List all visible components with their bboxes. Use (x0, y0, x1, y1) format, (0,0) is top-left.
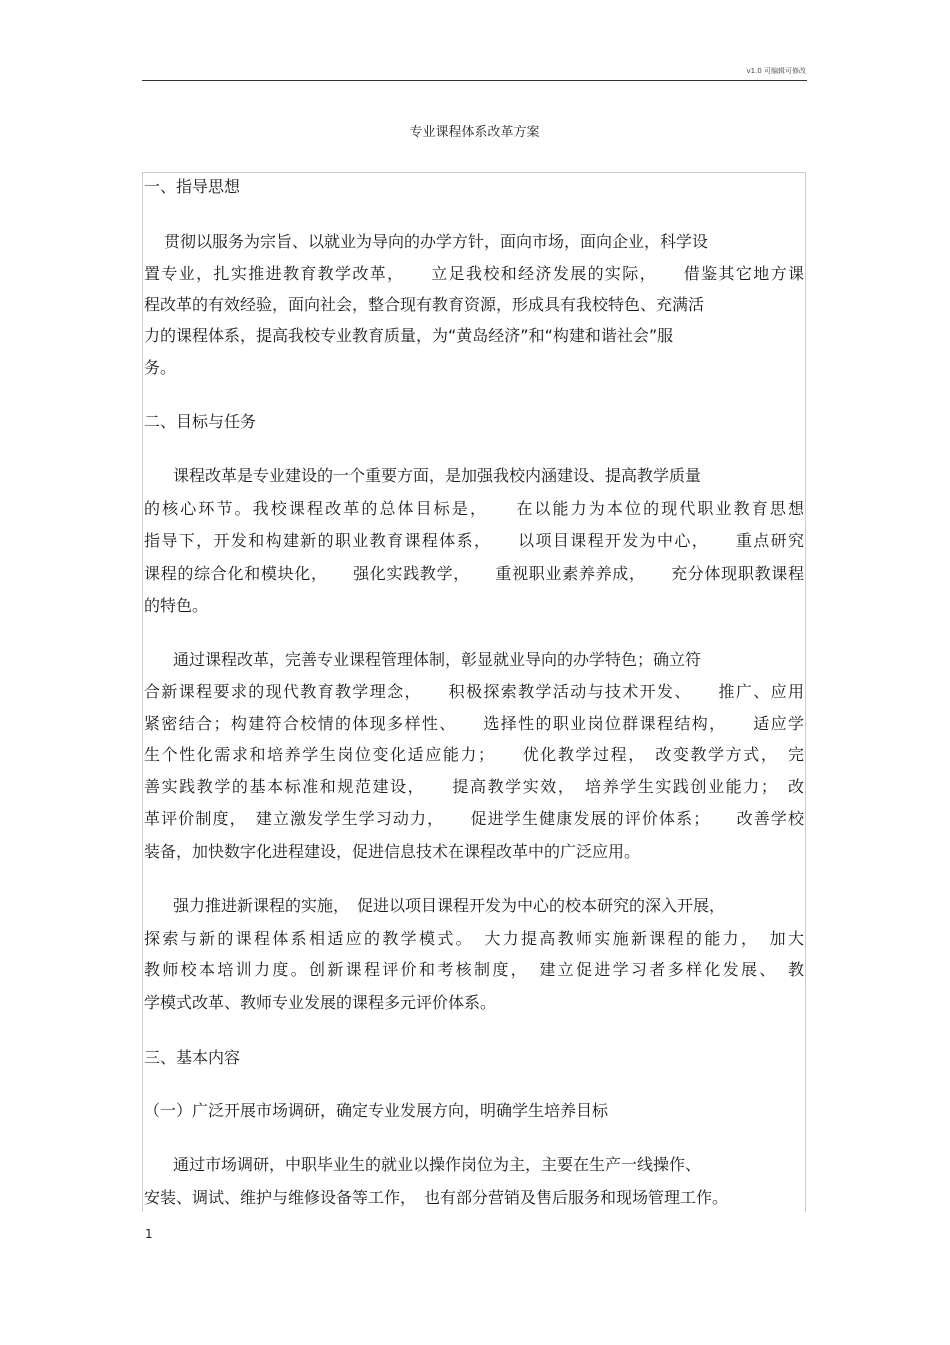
section-3-heading: 三、基本内容 (144, 1048, 241, 1067)
paragraph-line: 革评价制度， 建立激发学生学习动力， 促进学生健康发展的评价体系； 改善学校 (144, 809, 804, 828)
paragraph-line: 程改革的有效经验，面向社会，整合现有教育资源，形成具有我校特色、充满活 (144, 295, 705, 314)
paragraph-line: 通过市场调研，中职毕业生的就业以操作岗位为主，主要在生产一线操作、 (173, 1155, 702, 1174)
paragraph-line: 贯彻以服务为宗旨、以就业为导向的办学方针，面向市场，面向企业，科学设 (164, 232, 709, 251)
subsection-heading: （一）广泛开展市场调研，确定专业发展方向，明确学生培养目标 (144, 1101, 609, 1120)
section-1-heading: 一、指导思想 (144, 177, 241, 196)
paragraph-line: 的特色。 (144, 596, 209, 615)
paragraph-line: 置专业，扎实推进教育教学改革， 立足我校和经济发展的实际， 借鉴其它地方课 (144, 264, 804, 283)
paragraph-line: 通过课程改革，完善专业课程管理体制，彰显就业导向的办学特色；确立符 (173, 650, 702, 669)
paragraph-line: 学模式改革、教师专业发展的课程多元评价体系。 (144, 993, 497, 1012)
section-2-heading: 二、目标与任务 (144, 412, 257, 431)
paragraph-line: 务。 (144, 358, 177, 377)
paragraph-line: 生个性化需求和培养学生岗位变化适应能力； 优化教学过程， 改变教学方式， 完 (144, 745, 804, 764)
paragraph-line: 力的课程体系，提高我校专业教育质量，为“黄岛经济”和“构建和谐社会”服 (144, 326, 674, 345)
paragraph-line: 装备，加快数字化进程建设，促进信息技术在课程改革中的广泛应用。 (144, 842, 641, 861)
paragraph-line: 探索与新的课程体系相适应的教学模式。 大力提高教师实施新课程的能力， 加大 (144, 929, 804, 948)
document-title: 专业课程体系改革方案 (409, 125, 540, 140)
paragraph-line: 教师校本培训力度。创新课程评价和考核制度， 建立促进学习者多样化发展、 教 (144, 960, 804, 979)
paragraph-line: 安装、调试、维护与维修设备等工作， 也有部分营销及售后服务和现场管理工作。 (144, 1188, 729, 1207)
header-rule (142, 80, 807, 81)
paragraph-line: 紧密结合；构建符合校情的体现多样性、 选择性的职业岗位群课程结构， 适应学 (144, 714, 804, 733)
paragraph-line: 强力推进新课程的实施， 促进以项目课程开发为中心的校本研究的深入开展， (173, 896, 726, 915)
paragraph-line: 合新课程要求的现代教育教学理念， 积极探索教学活动与技术开发、 推广、应用 (144, 682, 804, 701)
page-number: 1 (145, 1227, 153, 1241)
paragraph-line: 课程改革是专业建设的一个重要方面，是加强我校内涵建设、提高教学质量 (173, 466, 702, 485)
version-label: v1.0 可编辑可修改 (746, 67, 806, 75)
paragraph-line: 的核心环节。我校课程改革的总体目标是， 在以能力为本位的现代职业教育思想 (144, 499, 804, 518)
paragraph-line: 课程的综合化和模块化， 强化实践教学， 重视职业素养养成， 充分体现职教课程 (144, 564, 804, 583)
paragraph-line: 指导下，开发和构建新的职业教育课程体系， 以项目课程开发为中心， 重点研究 (144, 531, 804, 550)
paragraph-line: 善实践教学的基本标准和规范建设， 提高教学实效， 培养学生实践创业能力； 改 (144, 777, 804, 796)
